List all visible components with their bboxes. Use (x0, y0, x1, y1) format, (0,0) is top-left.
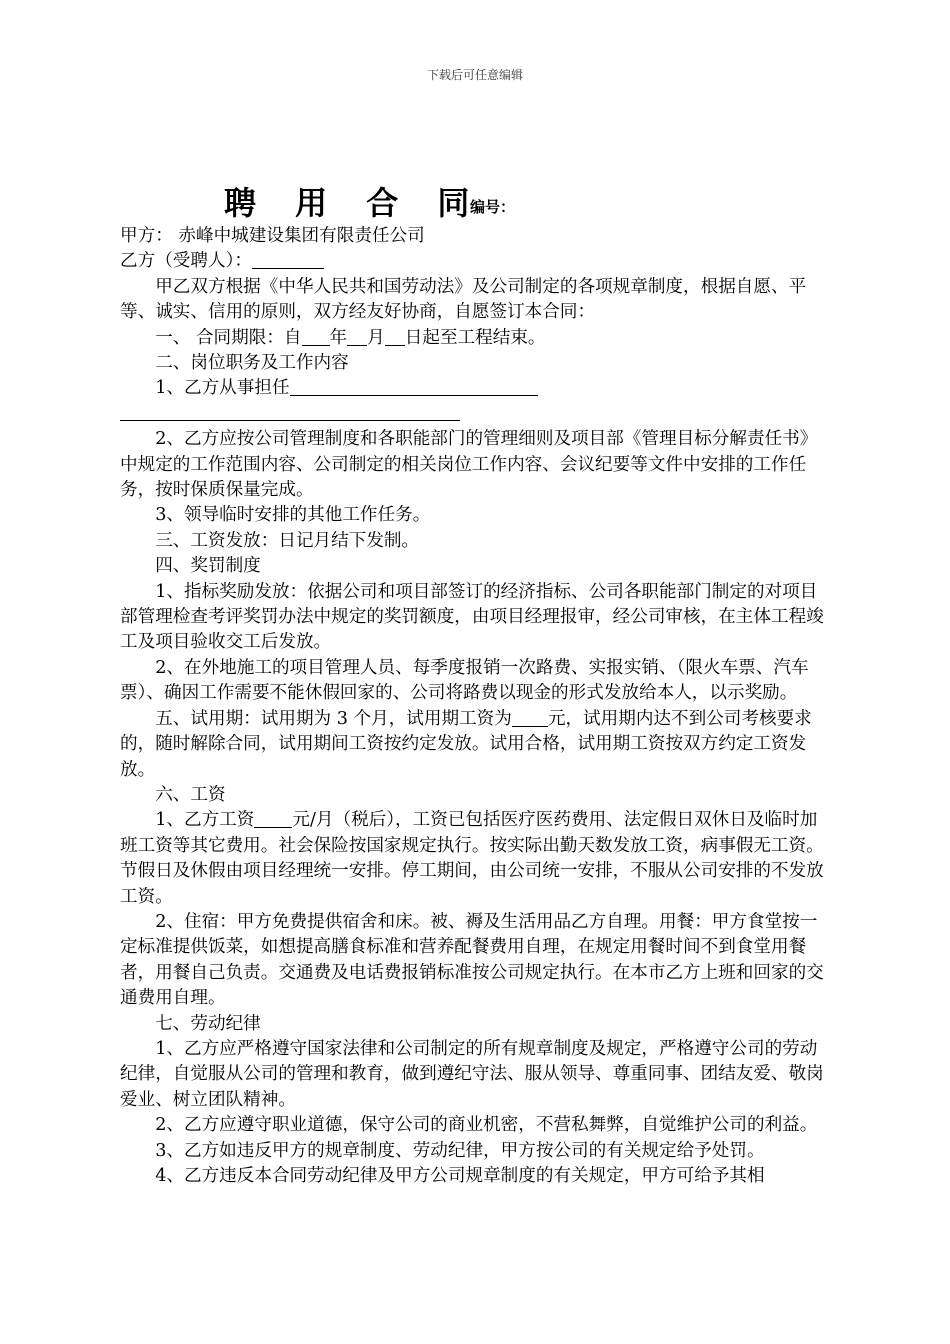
document-title: 聘 用 合 同 (224, 184, 484, 222)
position-blank (290, 377, 538, 396)
section-7-item-1: 1、乙方应严格遵守国家法律和公司制定的所有规章制度及规定，严格遵守公司的劳动纪律，自觉服从公司的管理和教育，做到遵纪守法、服从领导、尊重同事、团结友爱、敬岗爱业、树立团队精神。 (120, 1038, 824, 1110)
term-year-label: 年 (329, 327, 348, 348)
probation-text-end: 元，试用期内达不到公司考核要求的，随时解除合同，试用期间工资按约定发放。试用合格，试用期工资按双方约定工资发放。 (120, 708, 812, 780)
position-blank-rule (120, 420, 460, 421)
salary-text-start: 1、乙方工资 (155, 810, 255, 831)
section-3-salary-payment: 三、工资发放：日记月结下发制。 (155, 530, 420, 551)
salary-blank (254, 809, 292, 828)
section-2-item-3: 3、领导临时安排的其他工作任务。 (155, 505, 431, 526)
contract-body (120, 224, 832, 1189)
section-5-probation (120, 707, 832, 783)
section-7-title: 七、劳动纪律 (155, 1013, 261, 1034)
intro-paragraph: 甲乙双方根据《中华人民共和国劳动法》及公司制定的各项规章制度，根据自愿、平等、诚实、信用的原则，双方经友好协商，自愿签订本合同： (120, 276, 807, 323)
section-7-item-3: 3、乙方如违反甲方的规章制度、劳动纪律，甲方按公司的有关规定给予处罚。 (155, 1140, 765, 1161)
section-1-term (120, 326, 832, 351)
party-b-blank (252, 250, 324, 269)
section-4-item-1: 1、指标奖励发放：依据公司和项目部签订的经济指标、公司各职能部门制定的对项目部管理检查考评奖罚办法中规定的奖罚额度，由项目经理报审，经公司审核，在主体工程竣工及项目验收交工后发放。 (120, 581, 824, 653)
party-a-name: 赤峰中城建设集团有限责任公司 (178, 226, 425, 246)
section-7-item-4: 4、乙方违反本合同劳动纪律及甲方公司规章制度的有关规定，甲方可给予其相 (155, 1166, 765, 1187)
section-2-title: 二、岗位职务及工作内容 (155, 353, 349, 374)
salary-text-end: 元/月（税后），工资已包括医疗医药费用、法定假日双休日及临时加班工资等其它费用。社会保险按国家规定执行。按实际出勤天数发放工资，病事假无工资。节假日及休假由项目经理统一安排。停工期间，由公司统一安排，不服从公司安排的不发放工资。 (120, 810, 824, 907)
section-6-title: 六、工资 (155, 784, 226, 805)
term-text-start: 一、 合同期限：自 (155, 327, 302, 348)
probation-salary-blank (512, 708, 548, 727)
section-2-item-1 (120, 376, 832, 401)
year-blank (302, 327, 330, 346)
title-row (120, 178, 840, 222)
section-6-item-2: 2、住宿：甲方免费提供宿舍和床。被、褥及生活用品乙方自理。用餐：甲方食堂按一定标准提供饭菜，如想提高膳食标准和营养配餐费用自理，在规定用餐时间不到食堂用餐者，用餐自己负责。交通费及电话费报销标准按公司规定执行。在本市乙方上班和回家的交通费用自理。 (120, 911, 824, 1009)
probation-text-start: 五、试用期：试用期为 3 个月，试用期工资为 (155, 708, 512, 729)
position-blank-line (120, 402, 832, 427)
contract-number-label: 编号： (470, 198, 516, 216)
party-a-line (120, 224, 832, 249)
section-4-item-2: 2、在外地施工的项目管理人员、每季度报销一次路费、实报实销、（限火车票、汽车票）、确因工作需要不能休假回家的、公司将路费以现金的形式发放给本人，以示奖励。 (120, 657, 809, 704)
section-7-item-2: 2、乙方应遵守职业道德，保守公司的商业机密，不营私舞弊，自觉维护公司的利益。 (155, 1115, 818, 1136)
section-4-title: 四、奖罚制度 (155, 556, 261, 577)
month-blank (347, 327, 367, 346)
term-text-end: 日起至工程结束。 (404, 327, 546, 348)
position-label: 1、乙方从事担任 (155, 378, 290, 399)
party-b-label: 乙方（受聘人）： (120, 251, 252, 272)
section-6-item-1 (120, 808, 832, 910)
party-b-line (120, 249, 832, 274)
party-a-label: 甲方： (120, 226, 173, 246)
term-month-label: 月 (367, 327, 385, 348)
day-blank (385, 327, 405, 346)
page-header-note: 下载后可任意编辑 (426, 68, 523, 82)
section-2-item-2: 2、乙方应按公司管理制度和各职能部门的管理细则及项目部《管理目标分解责任书》中规定的工作范围内容、公司制定的相关岗位工作内容、会议纪要等文件中安排的工作任务，按时保质保量完成。 (120, 429, 818, 501)
